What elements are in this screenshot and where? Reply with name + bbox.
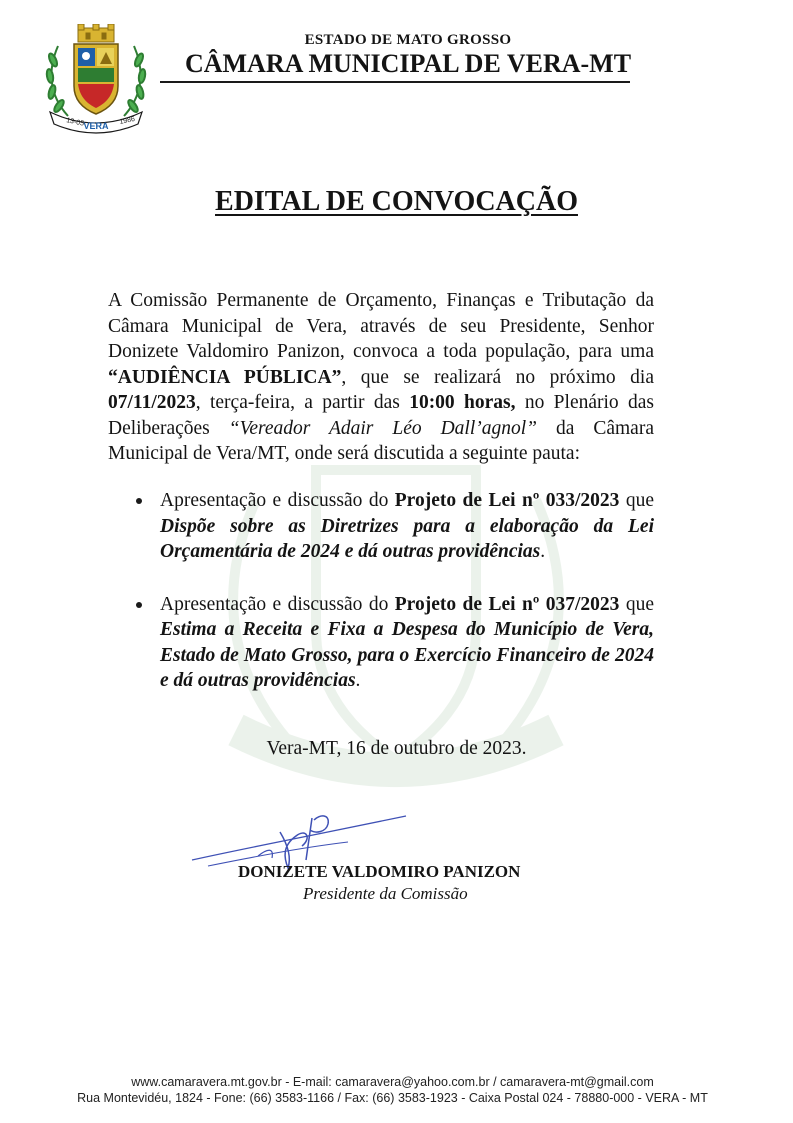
crest-name: VERA xyxy=(83,121,109,131)
signatory-name: DONIZETE VALDOMIRO PANIZON xyxy=(238,862,521,881)
agenda-item xyxy=(130,592,654,694)
paragraph-text-3: , terça-feira, a partir das xyxy=(195,392,410,413)
bullet-icon xyxy=(136,498,142,504)
shield-icon xyxy=(74,44,118,114)
agenda-list xyxy=(130,488,654,694)
agenda-item-mid: que xyxy=(619,490,654,511)
header-divider xyxy=(160,81,630,83)
signatory-role: Presidente da Comissão xyxy=(303,884,468,903)
crest-right-year: 1986 xyxy=(118,115,136,126)
mural-crown-icon xyxy=(78,24,114,42)
convocation-paragraph xyxy=(108,288,654,467)
agenda-item-project: Projeto de Lei nº 033/2023 xyxy=(394,490,620,511)
plenary-name: “Vereador Adair Léo Dall’agnol” xyxy=(228,417,538,439)
agenda-item-end: . xyxy=(540,541,546,562)
laurel-right-icon xyxy=(124,46,146,116)
paragraph-text-2: , que se realizará no próximo dia xyxy=(341,366,654,388)
laurel-left-icon xyxy=(46,46,68,116)
paragraph-text-1: A Comissão Permanente de Orçamento, Finanças e Tributação da Câmara Municipal de Vera, através de seu Presidente, Senhor Donizete Valdomiro Panizon, convoca a toda população, para uma xyxy=(108,290,654,362)
agenda-item-end: . xyxy=(355,670,361,691)
municipal-crest-logo xyxy=(40,24,152,134)
event-date: 07/11/2023 xyxy=(108,392,196,413)
agenda-item-lead: Apresentação e discussão do xyxy=(160,490,395,511)
event-time: 10:00 horas, xyxy=(409,392,516,413)
agenda-item-mid: que xyxy=(619,593,654,615)
document-title: EDITAL DE CONVOCAÇÃO xyxy=(215,186,578,217)
bullet-icon xyxy=(136,602,142,608)
agenda-item-subject: Estima a Receita e Fixa a Despesa do Município de Vera, Estado de Mato Grosso, para o Exercício Financeiro de 2024 e dá outras providências xyxy=(160,619,654,691)
agenda-item-lead: Apresentação e discussão do xyxy=(160,593,395,615)
paragraph-text-5: da Câmara Municipal de Vera/MT, onde será discutida a seguinte pauta: xyxy=(108,417,654,464)
event-name: “AUDIÊNCIA PÚBLICA” xyxy=(108,366,342,388)
agenda-item xyxy=(130,488,654,565)
crest-left-date: 13-05 xyxy=(65,117,85,128)
footer-contact: www.camaravera.mt.gov.br - E-mail: camaravera@yahoo.com.br / camaravera-mt@gmail.com xyxy=(131,1075,654,1089)
city-and-date: Vera-MT, 16 de outubro de 2023. xyxy=(266,738,527,759)
header-chamber-name: CÂMARA MUNICIPAL DE VERA-MT xyxy=(184,49,632,78)
header-state: ESTADO DE MATO GROSSO xyxy=(304,32,512,48)
paragraph-text-4: no Plenário das Deliberações xyxy=(108,392,654,439)
agenda-item-subject: Dispõe sobre as Diretrizes para a elaboração da Lei Orçamentária de 2024 e dá outras providências xyxy=(160,515,654,562)
footer-address: Rua Montevidéu, 1824 - Fone: (66) 3583-1166 / Fax: (66) 3583-1923 - Caixa Postal 024 - 78880-000 - VERA - MT xyxy=(77,1091,708,1105)
agenda-item-project: Projeto de Lei nº 037/2023 xyxy=(394,593,620,615)
